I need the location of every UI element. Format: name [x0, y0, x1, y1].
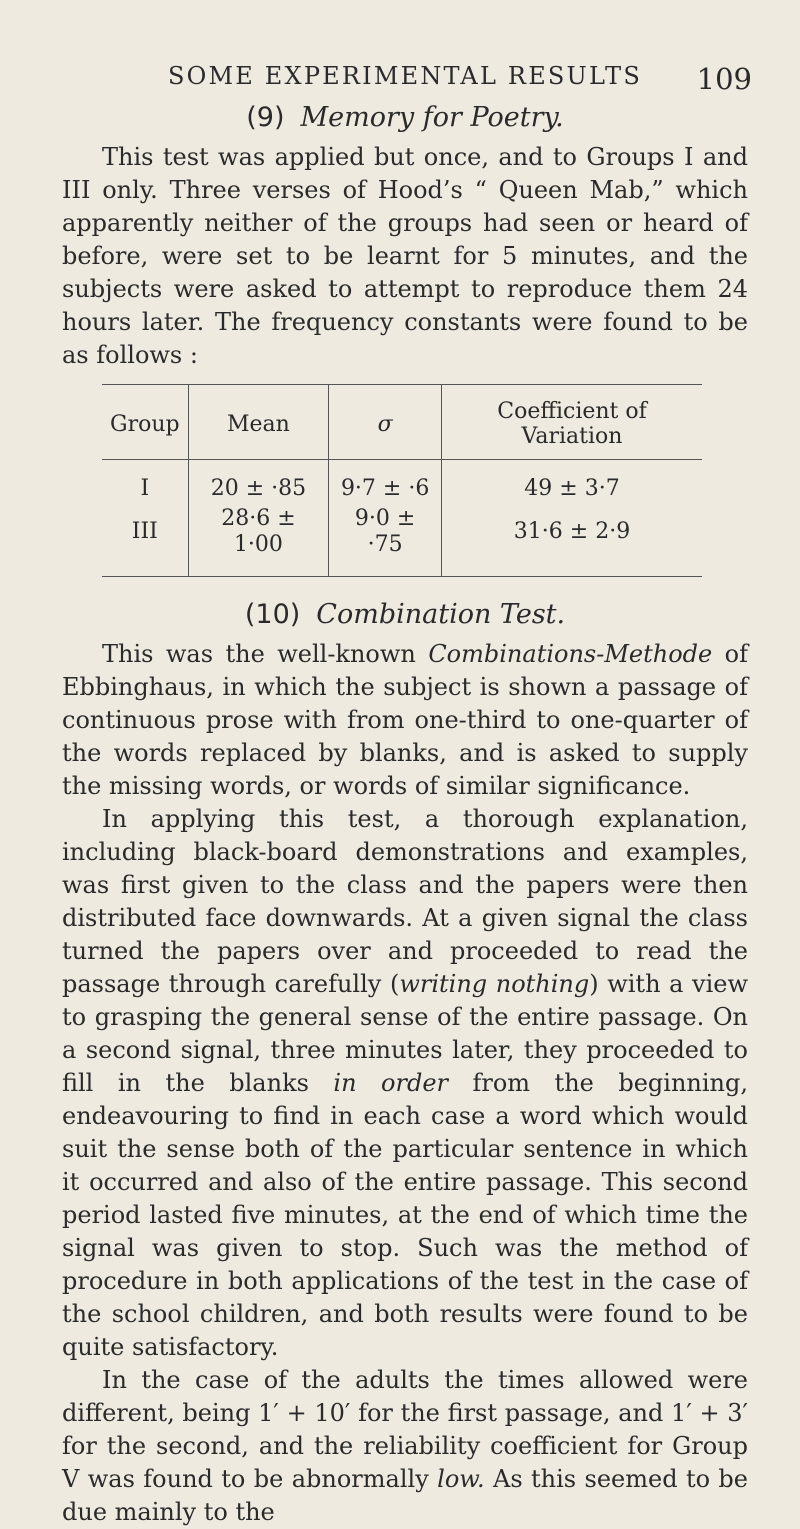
cell-group: I — [140, 476, 150, 501]
cell-sigma: 9·0 ± ·75 — [329, 502, 442, 577]
emphasis: Combinations-Methode — [428, 640, 713, 668]
running-header — [62, 0, 752, 96]
table-header-row — [102, 385, 702, 460]
emphasis: writing nothing — [399, 970, 590, 998]
header-coefficient-of-variation: Coefficient of Variation — [442, 385, 703, 460]
text-run: from the beginning, endeavouring to find in each case a word which would suit the sense both of the particular sentence in which it occurred and also of the entire passage. This second period lasted five minutes, at the end of which time the signal was given to stop. Such was the method of procedure in both applications of the test in the case of the school children, and both results were found to be quite satisfactory. — [62, 1069, 748, 1361]
emphasis: low. — [437, 1465, 485, 1493]
frequency-constants-table — [102, 384, 702, 577]
cell-coefficient: 49 ± 3·7 — [442, 460, 703, 503]
section-9-paragraph: This test was applied but once, and to Groups I and III only. Three verses of Hood’s “ Queen Mab,” which apparently neither of the groups had seen or heard of before, were set to be learnt for 5 minutes, and the subjects were asked to attempt to reproduce them 24 hours later. The frequency constants were found to be as follows : — [62, 143, 748, 369]
running-title: SOME EXPERIMENTAL RESULTS — [167, 62, 643, 90]
cell-coefficient: 31·6 ± 2·9 — [442, 502, 703, 577]
cell-group: III — [102, 502, 188, 577]
section-9-title: Memory for Poetry. — [300, 102, 564, 133]
table-row — [102, 502, 702, 577]
text-run: of Ebbinghaus, in which the subject is shown a passage of continuous prose with from one-third to one-quarter of the words replaced by blanks, and is asked to supply the missing words, or words of similar significance. — [62, 640, 748, 800]
text-run: This was the well-known — [102, 640, 429, 668]
section-9-heading — [62, 102, 748, 133]
section-10-paragraph-2 — [62, 803, 748, 1364]
header-mean: Mean — [188, 385, 329, 460]
table-row — [102, 460, 702, 503]
emphasis: in order — [333, 1069, 449, 1097]
text-run: As this seemed to be due mainly to the — [62, 1465, 748, 1526]
cell-mean: 28·6 ± 1·00 — [188, 502, 329, 577]
text-run: In the case of the adults the times allowed were different, being 1′ + 10′ for the first passage, and 1′ + 3′ for the second, and the reliability coefficient for Group V was found to be abnormally — [62, 1366, 748, 1493]
section-10-paragraph-3 — [62, 1364, 748, 1529]
cell-sigma: 9·7 ± ·6 — [329, 460, 442, 503]
text-run: ) with a view to grasping the general sense of the entire passage. On a second signal, three minutes later, they proceeded to fill in the blanks — [62, 970, 749, 1097]
page-number: 109 — [696, 62, 752, 96]
text-run: In applying this test, a thorough explanation, including black-board demonstrations and examples, was first given to the class and the papers were then distributed face downwards. At a given signal the class turned the papers over and proceeded to read the passage through carefully ( — [62, 805, 748, 998]
header-sigma: σ — [329, 385, 442, 460]
section-10-paragraph-1 — [62, 638, 748, 803]
header-group: Group — [102, 385, 188, 460]
section-10-title: Combination Test. — [316, 599, 566, 630]
cell-mean: 20 ± ·85 — [188, 460, 329, 503]
section-9-number: (9) — [246, 102, 285, 133]
section-10-number: (10) — [244, 599, 301, 630]
section-10-heading — [62, 599, 748, 630]
